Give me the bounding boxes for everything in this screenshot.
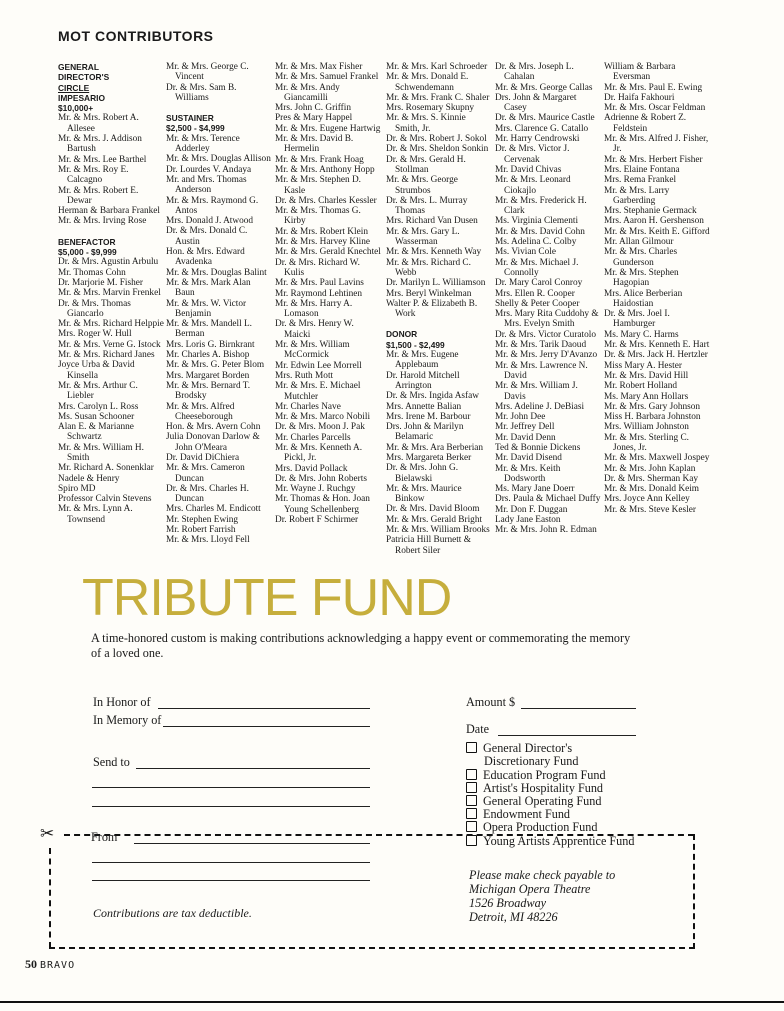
fund-label: Artist's Hospitality Fund [483, 781, 604, 795]
contributor-name: Mrs. Mary Rita Cuddohy & Mrs. Evelyn Smith [495, 309, 599, 330]
contributor-name: Mrs. William Johnston [604, 422, 689, 433]
contributor-name: Mr. Charles A. Bishop [166, 350, 250, 361]
contributor-name: Mr. & Mrs. Steve Kesler [604, 504, 696, 515]
contributor-name: Mr. Richard A. Sonenklar [58, 463, 154, 474]
contributor-name: Ms. Mary Ann Hollars [604, 391, 689, 402]
contributor-name: Mr. & Mrs. Maurice Binkow [386, 483, 462, 505]
contributor-name: Alan E. & Marianne Schwartz [58, 422, 134, 443]
contributor-name: Herman & Barbara Frankel [58, 206, 160, 217]
contributor-name: Dr. & Mrs. Moon J. Pak [275, 422, 365, 433]
contributor-name: Mr. & Mrs. Lee Barthel [58, 154, 147, 165]
contributor-name: Mr. & Mrs. Andy Giancamilli [275, 82, 340, 103]
contributor-name: Dr. & Mrs. Agustin Arbulu [58, 257, 159, 268]
contributors-column-6 [604, 62, 710, 515]
section-title: DIRECTOR'S [58, 72, 110, 83]
contributor-name: Mr. & Mrs. Samuel Frankel [275, 72, 379, 83]
contributor-name: Miss Mary A. Hester [604, 360, 682, 371]
send-to-label: Send to [93, 755, 130, 769]
contributor-name: Dr. & Mrs. John G. Bielawski [386, 463, 459, 484]
contributor-name: Mr. & Mrs. William Brooks [386, 525, 490, 536]
contributor-name: Mr. & Mrs. David B. Hermelin [275, 134, 354, 155]
contributor-name: Dr. & Mrs. Charles H. Duncan [166, 483, 249, 505]
contributor-name: Mr. & Mrs. Raymond G. Antos [166, 195, 259, 216]
contributor-name: Mrs. Adeline J. DeBiasi [495, 401, 585, 412]
checkbox-icon[interactable] [466, 821, 477, 832]
section-title: DONOR [386, 329, 418, 340]
contributor-name: Mr. Robert Holland [604, 381, 678, 392]
contributor-name: Mr. Thomas & Hon. Joan Young Schellenberg [275, 494, 370, 515]
section-title: SUSTAINER [166, 113, 214, 124]
contributor-name: Ms. Adelina C. Colby [495, 237, 577, 248]
contributor-name: Pres & Mary Happel [275, 113, 353, 124]
contributor-name: Dr. & Mrs. Ingida Asfaw [386, 391, 479, 402]
bottom-rule [0, 1001, 784, 1003]
contributor-name: Mrs. Margareta Berker [386, 452, 472, 463]
contributor-name: Mr. & Mrs. Jerry D'Avanzo [495, 350, 598, 361]
contributor-name: Mr. & Mrs. Bernard T. Brodsky [166, 380, 251, 402]
contributor-name: Mr. David Chivas [495, 164, 562, 175]
contributor-name: Mr. & Mrs. Frank C. Shaler [386, 92, 490, 103]
contributor-name: Mr. & Mrs. Gary Johnson [604, 401, 701, 412]
section-amount: $5,000 - $9,999 [58, 247, 117, 258]
contributors-column-5 [495, 62, 601, 536]
contributor-name: Mr. & Mrs. Anthony Hopp [275, 164, 375, 175]
checkbox-icon[interactable] [466, 835, 477, 846]
contributor-name: Mr. & Mrs. Kenneth E. Hart [604, 340, 710, 351]
in-honor-label: In Honor of [93, 695, 151, 709]
contributor-name: Mrs. Stephanie Germack [604, 206, 697, 217]
fund-label: General Director's [483, 741, 573, 755]
contributor-name: Mr. & Mrs. E. Michael Mutchler [275, 381, 361, 402]
date-label: Date [466, 722, 490, 736]
contributor-name: Dr. & Mrs. Charles Kessler [275, 195, 377, 206]
contributor-name: Mr. & Mrs. Eugene Hartwig [275, 123, 381, 134]
contributor-name: Mr. & Mrs. Marco Nobili [275, 412, 371, 423]
contributor-name: Mr. Allan Gilmour [604, 237, 674, 248]
contributor-name: Mr. & Mrs. Alfred Cheeseborough [166, 401, 235, 422]
scissors-icon: ✂ [40, 824, 55, 844]
contributor-name: Mr. & Mrs. Alfred J. Fisher, Jr. [604, 134, 709, 155]
contributor-name: Mr. Jeffrey Dell [495, 422, 555, 433]
send-to-field-1[interactable] [136, 768, 370, 769]
contributor-name: Mr. & Mrs. Frank Hoag [275, 154, 364, 165]
contributor-name: Dr. David DiChiera [166, 452, 240, 463]
contributor-name: Drs. Paula & Michael Duffy [495, 494, 601, 505]
contributor-name: Dr. Haifa Fakhouri [604, 92, 675, 103]
contributor-name: Mr. & Mrs. Lloyd Fell [166, 535, 250, 546]
contributor-name: Mrs. David Pollack [275, 463, 348, 474]
contributor-name: Ted & Bonnie Dickens [495, 442, 581, 453]
contributor-name: Mr. & Mrs. Donald E. Schwendemann [386, 72, 469, 93]
magazine-brand: BRAVO [40, 960, 76, 971]
contributor-name: Ms. Vivian Cole [495, 247, 556, 258]
contributor-name: Mr. & Mrs. Ara Berberian [386, 442, 484, 453]
contributor-name: Adrienne & Robert Z. Feldstein [604, 113, 687, 134]
section-title: IMPESARIO [58, 92, 105, 103]
contributor-name: Mr. Wayne J. Ruchgy [275, 484, 356, 495]
contributor-name: Mr. & Mrs. Arthur C. Liebler [58, 380, 138, 402]
contributor-name: Mr. & Mrs. Robert Klein [275, 226, 368, 237]
fund-label: Education Program Fund [483, 768, 606, 782]
contributor-name: Mr. & Mrs. Robert E. Dewar [58, 185, 139, 206]
contributor-name: Mrs. Carolyn L. Ross [58, 401, 139, 412]
payable-note [469, 868, 615, 924]
contributor-name: Mr. Don F. Duggan [495, 504, 568, 515]
in-memory-field[interactable] [163, 726, 370, 727]
contributor-name: Dr. & Mrs. John Roberts [275, 473, 367, 484]
contributor-name: Mr. & Mrs. Max Fisher [275, 62, 363, 72]
contributor-name: Dr. & Mrs. Henry W. Maicki [275, 319, 354, 340]
contributor-name: Mr. Edwin Lee Morrell [275, 360, 362, 371]
contributors-column-3 [275, 62, 381, 525]
from-field-1[interactable] [134, 843, 370, 844]
amount-field[interactable] [521, 708, 636, 709]
contributor-name: Mr. & Mrs. J. Addison Bartush [58, 134, 142, 155]
contributor-name: Shelly & Peter Cooper [495, 298, 580, 309]
contributor-name: Mr. & Mrs. Harvey Kline [275, 237, 371, 248]
contributor-name: Dr. Lourdes V. Andaya [166, 164, 252, 175]
cut-line-right [693, 834, 695, 949]
contributor-name: Ms. Susan Schooner [58, 411, 135, 422]
contributor-name: Mrs. Annette Balian [386, 401, 462, 412]
contributor-name: Mr. & Mrs. William McCormick [275, 340, 350, 361]
contributor-name: Mrs. Loris G. Birnkrant [166, 339, 255, 350]
tribute-intro: A time-honored custom is making contributions acknowledging a happy event or commemorating the memory of a loved one. [91, 631, 631, 660]
contributor-name: Mr. David Disend [495, 453, 562, 464]
contributor-name: Mr. & Mrs. Lawrence N. David [495, 360, 588, 381]
contributor-name: Mr. & Mrs. S. Kinnie Smith, Jr. [386, 113, 466, 134]
payable-line: Please make check payable to [469, 868, 616, 882]
from-field-2[interactable] [92, 862, 370, 863]
cut-line-left [49, 848, 51, 948]
contributor-name: Mr. & Mrs. Richard Janes [58, 350, 155, 361]
contributor-name: Mr. & Mrs. Eugene Applebaum [386, 350, 459, 371]
contributor-name: Dr. Marilyn L. Williamson [386, 278, 486, 289]
contributor-name: Dr. & Mrs. Victor J. Cervenak [495, 144, 570, 165]
contributor-name: Mr. Raymond Lehtinen [275, 288, 363, 299]
contributor-name: Dr. Marjorie M. Fisher [58, 277, 143, 288]
contributor-name: Mr. & Mrs. Kenneth A. Pickl, Jr. [275, 442, 363, 464]
contributor-name: Professor Calvin Stevens [58, 494, 152, 505]
contributor-name: Ms. Virginia Clementi [495, 216, 579, 227]
contributor-name: Mr. & Mrs. Stephen Hagopian [604, 267, 679, 289]
contributor-name: Joyce Urba & David Kinsella [58, 360, 135, 381]
send-to-field-3[interactable] [92, 806, 370, 807]
contributor-name: Mr. Harry Cendrowski [495, 134, 580, 145]
payable-line: Detroit, MI 48226 [469, 910, 558, 924]
contributor-name: Dr. & Mrs. Sheldon Sonkin [386, 144, 489, 155]
contributor-name: Mrs. Clarence G. Catallo [495, 123, 589, 134]
contributor-name: Mr. Stephen Ewing [166, 514, 239, 525]
contributor-name: Mr. Robert Farrish [166, 525, 236, 536]
contributor-name: Mr. & Mrs. Mandell L. Berman [166, 319, 252, 340]
contributor-name: Dr. & Mrs. Richard W. Kulis [275, 257, 360, 278]
checkbox-icon[interactable] [466, 782, 477, 793]
contributor-name: Mr. and Mrs. Thomas Anderson [166, 174, 247, 196]
contributor-name: Ms. Mary Jane Doerr [495, 484, 575, 495]
from-label: From [91, 830, 118, 844]
contributor-name: Mr. & Mrs. Frederick H. Clark [495, 195, 587, 217]
contributor-name: Mr. & Mrs. John R. Edman [495, 525, 597, 536]
contributor-name: Mr. John Dee [495, 412, 546, 423]
contributor-name: Mr. & Mrs. Keith E. Gifford [604, 226, 710, 237]
contributor-name: Miss H. Barbara Johnston [604, 412, 701, 423]
contributor-name: Mr. & Mrs. Irving Rose [58, 216, 147, 227]
contributor-name: Mr. & Mrs. Harry A. Lomason [275, 298, 353, 320]
contributor-name: Dr. & Mrs. L. Murray Thomas [386, 195, 468, 217]
contributor-name: Mr. & Mrs. Lynn A. Townsend [58, 504, 133, 525]
page-footer [25, 957, 75, 972]
fund-option-general-directors[interactable] [466, 742, 666, 768]
contributor-name: Dr. & Mrs. Donald C. Austin [166, 226, 248, 247]
contributor-name: Ms. Mary C. Harms [604, 329, 679, 340]
contributor-name: Mr. & Mrs. Tarik Daoud [495, 340, 587, 351]
contributor-name: Nadele & Henry [58, 473, 120, 484]
contributor-name: Mr. & Mrs. Gary L. Wasserman [386, 226, 460, 248]
contributor-name: Mr. & Mrs. W. Victor Benjamin [166, 298, 247, 319]
contributor-name: Mrs. Ellen R. Cooper [495, 288, 575, 299]
contributor-name: Mr. & Mrs. John Kaplan [604, 463, 696, 474]
contributor-name: Dr. & Mrs. Sam B. Williams [166, 82, 237, 103]
contributor-name: Mrs. John C. Griffin [275, 103, 352, 114]
fund-label: Young Artists Apprentice Fund [483, 834, 635, 848]
send-to-field-2[interactable] [92, 787, 370, 788]
tax-deductible-note: Contributions are tax deductible. [93, 906, 252, 920]
contributors-column-1 [58, 62, 164, 525]
contributor-name: Dr. Mary Carol Conroy [495, 278, 583, 289]
contributor-name: Dr. & Mrs. Jack H. Hertzler [604, 350, 708, 361]
contributor-name: Mr. & Mrs. Keith Dodsworth [495, 463, 561, 484]
contributor-name: Dr. & Mrs. Joel I. Hamburger [604, 309, 670, 330]
section-amount: $1,500 - $2,499 [386, 339, 445, 350]
contributor-name: Mr. & Mrs. Richard C. Webb [386, 257, 471, 278]
contributor-name: Mrs. Beryl Winkelman [386, 288, 472, 299]
contributor-name: Mr. & Mrs. Robert A. Allesee [58, 113, 139, 134]
contributor-name: Dr. Harold Mitchell Arrington [386, 370, 460, 391]
contributor-name: Mr. & Mrs. Charles Gunderson [604, 247, 678, 268]
contributor-name: Hon. & Mrs. Avern Cohn [166, 422, 261, 433]
contributors-column-4 [386, 62, 492, 556]
checkbox-icon[interactable] [466, 742, 477, 753]
contributor-name: Mr. & Mrs. Terence Adderley [166, 133, 240, 155]
contributor-name: Dr. & Mrs. Gerald H. Stollman [386, 154, 466, 175]
contributor-name: Mrs. Margaret Borden [166, 370, 250, 381]
contributor-name: Mr. & Mrs. Kenneth Way [386, 247, 482, 258]
contributor-name: Mr. & Mrs. Oscar Feldman [604, 103, 706, 114]
section-title: GENERAL [58, 62, 99, 72]
contributor-name: Mr. & Mrs. David Cohn [495, 226, 585, 237]
contributor-name: Mrs. Aaron H. Gershenson [604, 216, 704, 227]
contributor-name: Mr. & Mrs. Roy E. Calcagno [58, 164, 129, 186]
contributor-name: Walter P. & Elizabeth B. Work [386, 298, 478, 320]
contributor-name: Mr. & Mrs. Richard Helppie [58, 319, 164, 330]
contributor-name: Mr. & Mrs. Karl Schroeder [386, 62, 488, 72]
contributor-name: Dr. & Mrs. Sherman Kay [604, 473, 698, 484]
checkbox-icon[interactable] [466, 769, 477, 780]
contributor-name: Mr. & Mrs. Douglas Allison [166, 154, 271, 165]
contributor-name: Drs. John & Marilyn Belamaric [386, 422, 464, 443]
contributor-name: Mr. & Mrs. Gerald Bright [386, 514, 483, 525]
contributor-name: Mr. & Mrs. Leonard Ciokajlo [495, 175, 571, 196]
fund-label: Opera Production Fund [483, 820, 598, 834]
contributor-name: Dr. & Mrs. Victor Curatolo [495, 329, 597, 340]
contributor-name: Mr. & Mrs. Paul Lavins [275, 278, 364, 289]
fund-option-young-artists[interactable] [466, 835, 666, 848]
contributor-name: Mr. & Mrs. Donald Keim [604, 484, 700, 495]
contributor-name: Mr. & Mrs. William H. Smith [58, 442, 144, 463]
fund-label: Endowment Fund [483, 807, 571, 821]
page-heading: MOT CONTRIBUTORS [58, 28, 214, 44]
payable-line: 1526 Broadway [469, 896, 547, 910]
contributor-name: Mr. & Mrs. George Strumbos [386, 175, 458, 196]
section-title: CIRCLE [58, 82, 90, 93]
contributor-name: Mrs. Rosemary Skupny [386, 103, 475, 114]
contributor-name: Lady Jane Easton [495, 515, 561, 526]
contributor-name: Mr. & Mrs. George Callas [495, 82, 593, 93]
contributor-name: Mrs. Rema Frankel [604, 175, 677, 186]
cut-line-bottom [49, 947, 695, 949]
contributor-name: Dr. & Mrs. Joseph L. Cahalan [495, 62, 574, 83]
contributor-name: Julia Donovan Darlow & John O'Meara [166, 432, 260, 453]
section-amount: $2,500 - $4,999 [166, 123, 225, 134]
in-memory-label: In Memory of [93, 713, 162, 727]
checkbox-icon[interactable] [466, 808, 477, 819]
fund-option-opera-production[interactable] [466, 821, 666, 834]
contributor-name: Mrs. Roger W. Hull [58, 329, 132, 340]
contributor-name: Mr. & Mrs. Michael J. Connolly [495, 257, 579, 278]
contributor-name: Mr. Thomas Cohn [58, 267, 126, 278]
payable-line: Michigan Opera Theatre [469, 882, 591, 896]
contributor-name: Mr. & Mrs. Verne G. Istock [58, 339, 161, 350]
date-field[interactable] [498, 735, 636, 736]
contributor-name: Mr. & Mrs. Marvin Frenkel [58, 288, 161, 299]
amount-label: Amount $ [466, 695, 516, 709]
checkbox-icon[interactable] [466, 795, 477, 806]
contributor-name: Mr. & Mrs. Larry Garberding [604, 185, 670, 206]
contributor-name: Mrs. Donald J. Atwood [166, 216, 254, 227]
contributor-name: Dr. Robert F Schirmer [275, 515, 359, 526]
contributor-name: Spiro MD [58, 483, 96, 494]
contributor-name: Mr. David Denn [495, 432, 556, 443]
contributor-name: Mr. & Mrs. Thomas G. Kirby [275, 206, 361, 227]
contributor-name: Mr. & Mrs. Paul E. Ewing [604, 82, 703, 93]
contributor-name: Hon. & Mrs. Edward Avadenka [166, 247, 245, 268]
contributor-name: Mr. & Mrs. David Hill [604, 370, 689, 381]
contributor-name: Mr. & Mrs. G. Peter Blom [166, 360, 265, 371]
tribute-fund-title: TRIBUTE FUND [82, 569, 452, 627]
contributors-column-2 [166, 62, 272, 546]
contributor-name: Dr. & Mrs. Thomas Giancarlo [58, 298, 131, 319]
contributor-name: Mrs. Joyce Ann Kelley [604, 494, 690, 505]
contributor-name: Mr. & Mrs. Stephen D. Kasle [275, 175, 361, 196]
in-honor-field[interactable] [158, 708, 370, 709]
contributor-name: Dr. & Mrs. David Bloom [386, 504, 480, 515]
contributor-name: Mrs. Irene M. Barbour [386, 411, 471, 422]
contributor-name: Mr. Charles Nave [275, 401, 341, 412]
contributor-name: Drs. John & Margaret Casey [495, 92, 577, 114]
section-title: BENEFACTOR [58, 236, 116, 247]
contributor-name: Mrs. Alice Berberian Haidostian [604, 288, 683, 309]
fund-label: General Operating Fund [483, 794, 602, 808]
contributor-name: Mr. & Mrs. Gerald Knechtel [275, 247, 381, 258]
contributor-name: Mrs. Charles M. Endicott [166, 504, 261, 515]
contributor-name: Mr. & Mrs. Maxwell Jospey [604, 453, 710, 464]
contributor-name: Mr. & Mrs. Herbert Fisher [604, 154, 703, 165]
page-number: 50 [25, 957, 37, 971]
from-field-3[interactable] [92, 880, 370, 881]
fund-label: Discretionary Fund [484, 754, 579, 769]
contributor-name: Mrs. Elaine Fontana [604, 164, 680, 175]
contributor-name: Mr. & Mrs. Sterling C. Jones, Jr. [604, 432, 689, 453]
contributor-name: Mr. & Mrs. Mark Alan Baun [166, 277, 251, 299]
contributor-name: Mr. Charles Parcells [275, 432, 351, 443]
contributor-name: Mr. & Mrs. Cameron Duncan [166, 463, 245, 484]
contributor-name: William & Barbara Eversman [604, 62, 676, 83]
contributor-name: Mr. & Mrs. William J. Davis [495, 381, 578, 402]
contributor-name: Dr. & Mrs. Maurice Castle [495, 113, 595, 124]
contributor-name: Mr. & Mrs. George C. Vincent [166, 62, 249, 83]
contributor-name: Patricia Hill Burnett & Robert Siler [386, 535, 471, 556]
contributor-name: Mrs. Ruth Mott [275, 370, 334, 381]
contributor-name: Dr. & Mrs. Robert J. Sokol [386, 134, 487, 145]
contributor-name: Mrs. Richard Van Dusen [386, 216, 478, 227]
contributor-name: Mr. & Mrs. Douglas Balint [166, 267, 267, 278]
section-amount: $10,000+ [58, 103, 94, 114]
